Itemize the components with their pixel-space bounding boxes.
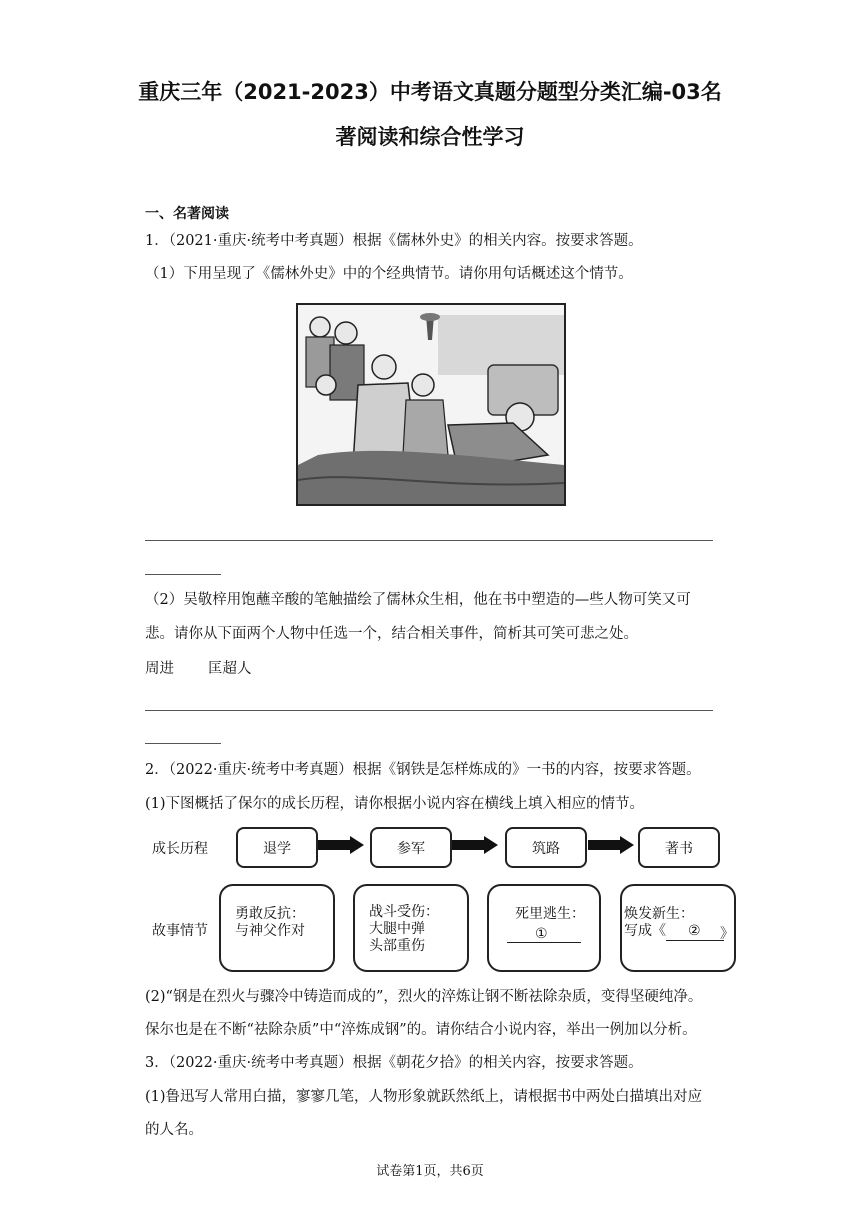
question-3-sub-1-line-2: 的人名。 — [145, 1122, 203, 1138]
question-3-sub-1-line-1: (1)鲁迅写人常用白描，寥寥几笔，人物形象就跃然纸上，请根据书中两处白描填出对应 — [145, 1089, 703, 1105]
question-1-sub-2-line-1: （2）吴敬梓用饱蘸辛酸的笔触描绘了儒林众生相，他在书中塑造的—些人物可笑又可 — [145, 592, 691, 608]
fill-blank-1[interactable] — [507, 942, 581, 943]
closing-bracket: 》 — [720, 926, 734, 942]
stage-label: 退学 — [263, 840, 291, 857]
arrow-right-icon — [588, 836, 634, 854]
fill-blank-2[interactable] — [666, 940, 724, 941]
row-label-story: 故事情节 — [152, 923, 208, 939]
story-box-book — [620, 884, 736, 972]
question-2-sub-1: (1)下图概括了保尔的成长历程，请你根据小说内容在横线上填入相应的情节。 — [145, 796, 645, 812]
blank-mark-1: ① — [535, 926, 548, 942]
page-footer: 试卷第1页，共6页 — [376, 1164, 484, 1179]
story-text: 勇敢反抗： 与神父作对 — [235, 906, 305, 939]
question-1-sub-2-line-2: 悲。请你从下面两个人物中任选一个，结合相关事件，简析其可笑可悲之处。 — [145, 626, 638, 642]
document-title-line-1: 重庆三年（2021-2023）中考语文真题分题型分类汇编-03名 — [138, 80, 722, 104]
story-box-army — [353, 884, 469, 972]
question-2-sub-2-line-2: 保尔也是在不断“祛除杂质”中“淬炼成钢”的。请你结合小说内容，举出一例加以分析。 — [145, 1022, 697, 1038]
question-1-sub-1: （1）下用呈现了《儒林外史》中的个经典情节。请你用句话概述这个情节。 — [145, 266, 633, 282]
arrow-right-icon — [452, 836, 498, 854]
story-text: 战斗受伤： 大腿中弹 头部重伤 — [369, 904, 439, 954]
character-option-kuangchaoren: 匡超人 — [208, 661, 252, 677]
character-option-zhoujin: 周进 — [145, 661, 174, 677]
arrow-right-icon — [318, 836, 364, 854]
section-heading: 一、名著阅读 — [145, 206, 229, 222]
question-1-stem: 1．（2021·重庆·统考中考真题）根据《儒林外史》的相关内容。按要求答题。 — [145, 233, 643, 249]
stage-label: 著书 — [665, 840, 693, 857]
stage-label: 参军 — [397, 840, 425, 857]
question-2-stem: 2．（2022·重庆·统考中考真题）根据《钢铁是怎样炼成的》一书的内容，按要求答题。 — [145, 762, 701, 778]
question-2-sub-2-line-1: (2)“钢是在烈火与骤冷中铸造而成的”，烈火的淬炼让钢不断祛除杂质，变得坚硬纯净。 — [145, 989, 703, 1005]
blank-mark-2: ② — [688, 923, 701, 939]
document-title-line-2: 著阅读和综合性学习 — [335, 125, 525, 149]
stage-label: 筑路 — [532, 840, 560, 857]
story-box-dropout — [219, 884, 335, 972]
row-label-growth: 成长历程 — [152, 841, 208, 857]
question-3-stem: 3．（2022·重庆·统考中考真题）根据《朝花夕拾》的相关内容，按要求答题。 — [145, 1055, 643, 1071]
story-text: 焕发新生： 写成《 — [624, 906, 694, 939]
story-box-road — [487, 884, 601, 972]
story-text: 死里逃生： — [515, 906, 585, 922]
